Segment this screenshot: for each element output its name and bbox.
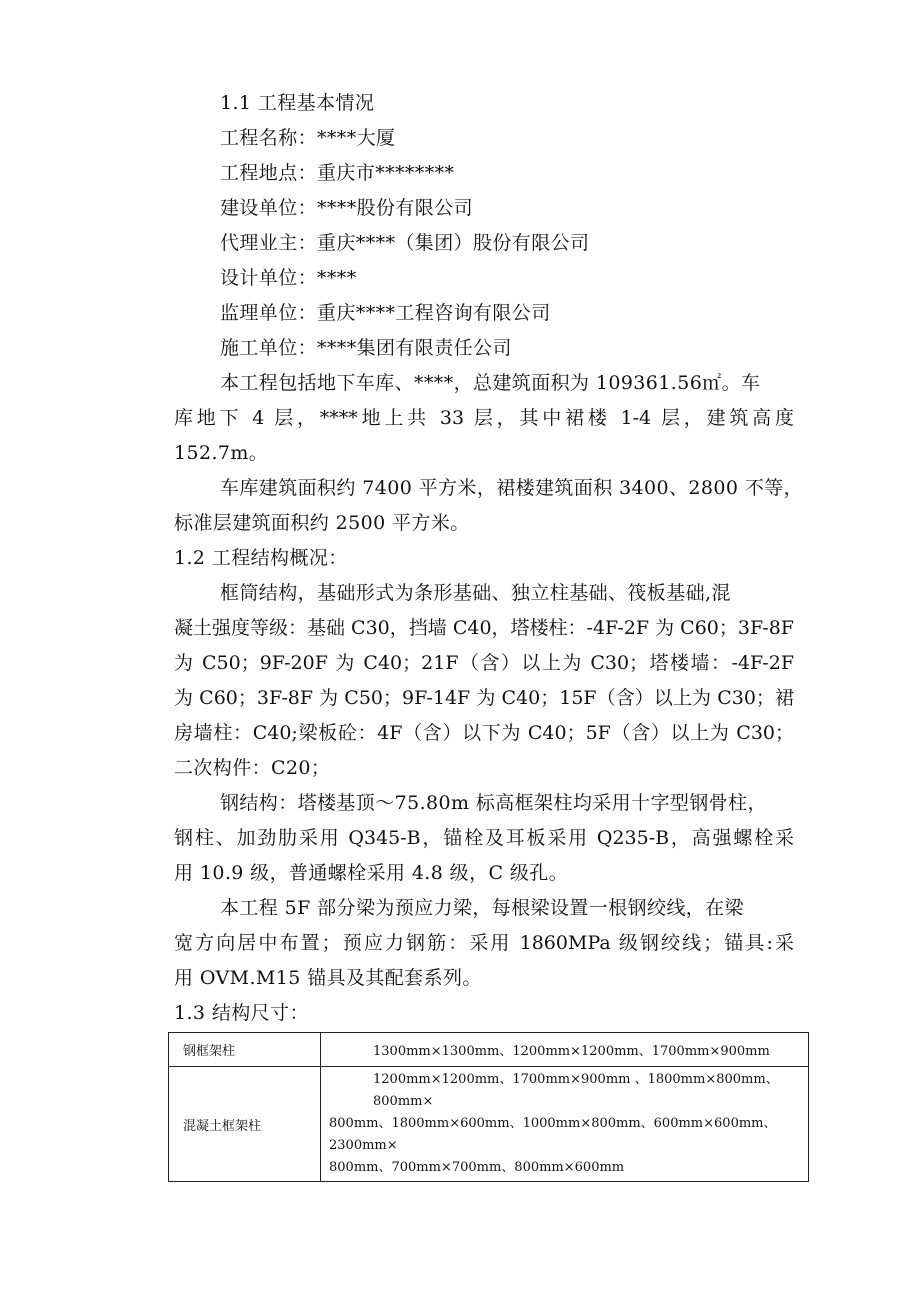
supervision-unit: 监理单位：重庆****工程咨询有限公司 — [220, 302, 551, 324]
builder-unit: 建设单位：****股份有限公司 — [220, 197, 474, 219]
para3-line4: 为 C60；3F-8F 为 C50；9F-14F 为 C40；15F（含）以上为 C30；裙 — [174, 687, 794, 709]
table-cell-value: 1300mm×1300mm、1200mm×1200mm、1700mm×900mm — [321, 1033, 809, 1067]
table-cell-label: 钢框架柱 — [169, 1033, 321, 1067]
para1-line1: 本工程包括地下车库、****，总建筑面积为 109361.56㎡。车 — [220, 372, 761, 394]
para3-line6: 二次构件：C20； — [174, 757, 331, 779]
para4-line3: 用 10.9 级，普通螺栓采用 4.8 级，C 级孔。 — [174, 862, 569, 884]
para3-line1: 框筒结构，基础形式为条形基础、独立柱基础、筏板基础,混 — [220, 582, 731, 604]
para4-line1: 钢结构：塔楼基顶～75.80m 标高框架柱均采用十字型钢骨柱， — [220, 792, 767, 814]
para5-line2: 宽方向居中布置；预应力钢筋：采用 1860MPa 级钢绞线；锚具:采 — [174, 932, 794, 954]
para1-line2: 库地下 4 层，****地上共 33 层，其中裙楼 1-4 层，建筑高度 — [174, 407, 794, 429]
table-row — [169, 1033, 809, 1067]
para3-line5: 房墙柱：C40;梁板砼：4F（含）以下为 C40；5F（含）以上为 C30； — [174, 722, 794, 744]
para3-line3: 为 C50；9F-20F 为 C40；21F（含）以上为 C30；塔楼墙：-4F-2F — [174, 652, 794, 674]
table-cell-label: 混凝土框架柱 — [169, 1067, 321, 1182]
table-cell-value — [321, 1067, 809, 1182]
table-value-line: 800mm、700mm×700mm、800mm×600mm — [329, 1160, 625, 1175]
section-heading-1-1: 1.1 工程基本情况 — [220, 92, 375, 114]
structure-size-table — [168, 1032, 809, 1182]
para4-line2: 钢柱、加劲肋采用 Q345-B，锚栓及耳板采用 Q235-B，高强螺栓采 — [174, 827, 794, 849]
table-value-line: 800mm、1800mm×600mm、1000mm×800mm、600mm×600mm、2300mm× — [329, 1116, 777, 1153]
agent-owner: 代理业主：重庆****（集团）股份有限公司 — [220, 232, 590, 254]
design-unit: 设计单位：**** — [220, 267, 357, 289]
para1-line3: 152.7m。 — [174, 442, 269, 464]
para2-line1: 车库建筑面积约 7400 平方米，裙楼建筑面积 3400、2800 不等， — [220, 477, 804, 499]
para2-line2: 标准层建筑面积约 2500 平方米。 — [174, 512, 470, 534]
section-heading-1-2: 1.2 工程结构概况： — [174, 547, 348, 569]
table-value-line: 1200mm×1200mm、1700mm×900mm 、1800mm×800mm、800mm× — [373, 1072, 779, 1109]
para5-line3: 用 OVM.M15 锚具及其配套系列。 — [174, 967, 482, 989]
project-name: 工程名称：****大厦 — [220, 127, 396, 149]
project-site: 工程地点：重庆市******** — [220, 162, 455, 184]
para3-line2: 凝土强度等级：基础 C30，挡墙 C40，塔楼柱：-4F-2F 为 C60；3F-8F — [174, 617, 794, 639]
para5-line1: 本工程 5F 部分梁为预应力梁，每根梁设置一根钢绞线，在梁 — [220, 897, 744, 919]
construction-unit: 施工单位：****集团有限责任公司 — [220, 337, 512, 359]
table-row — [169, 1067, 809, 1182]
section-heading-1-3: 1.3 结构尺寸： — [174, 1002, 309, 1024]
